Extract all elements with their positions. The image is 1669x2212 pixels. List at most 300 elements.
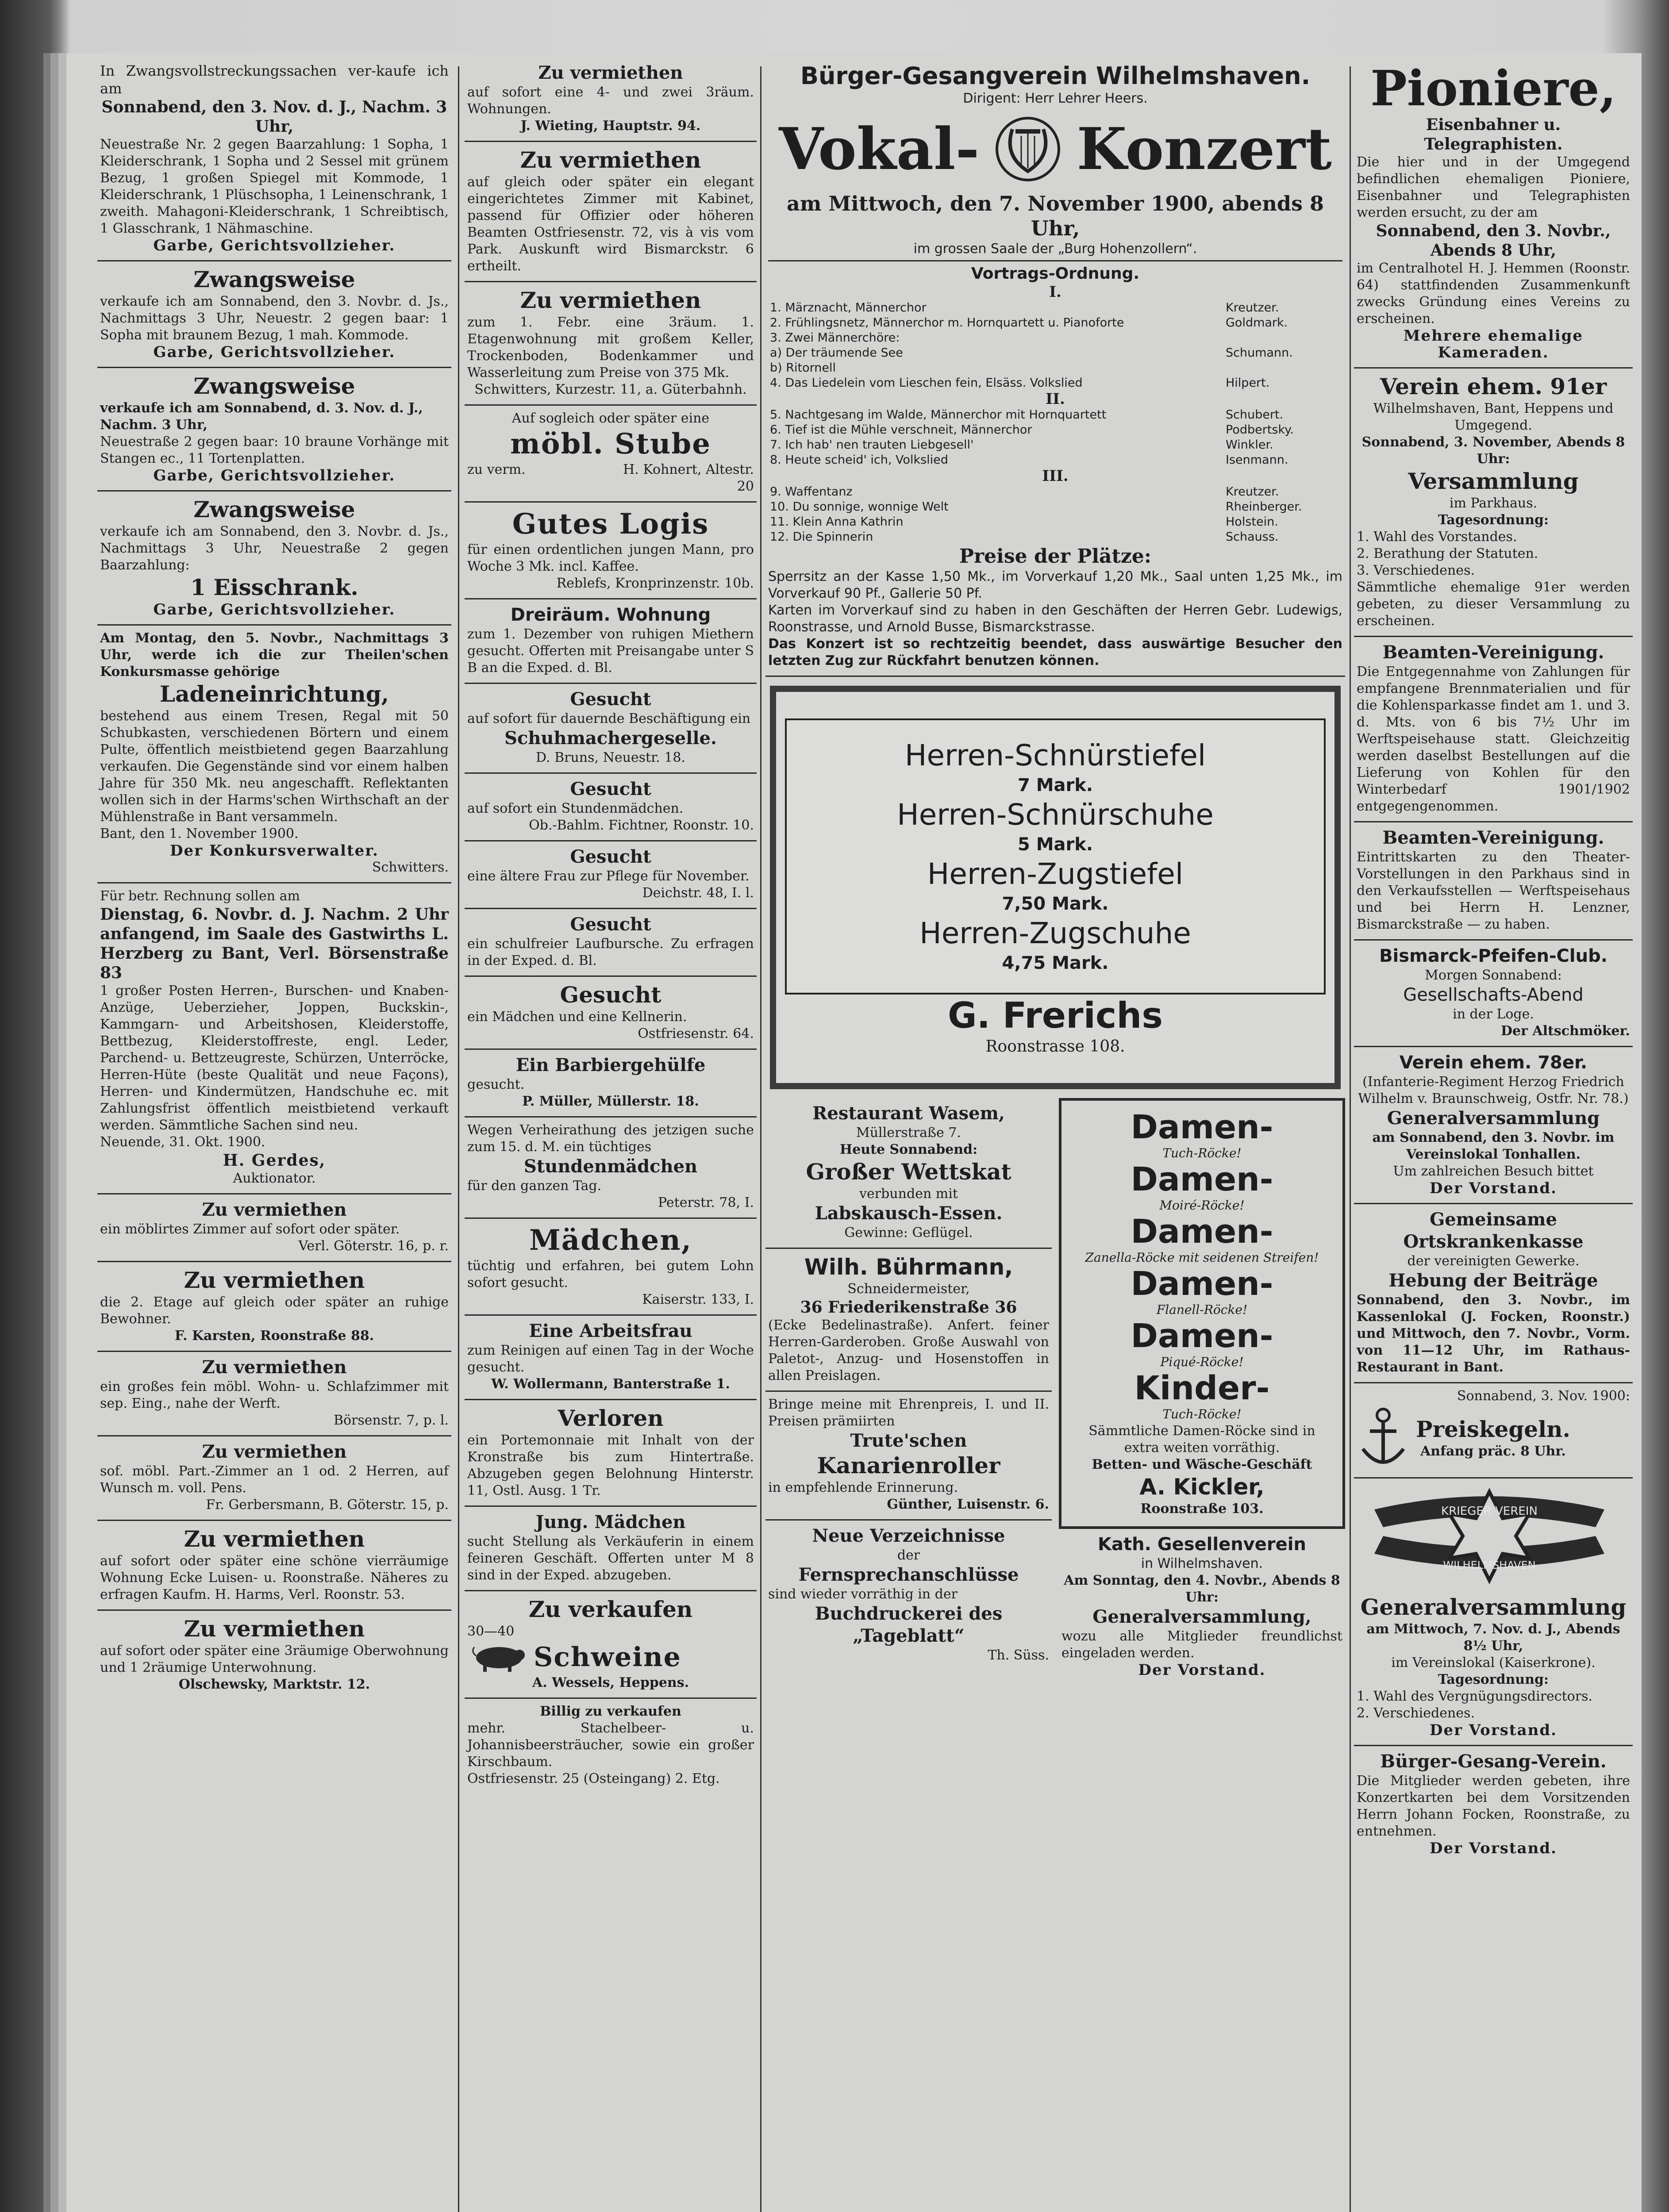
program-row: [768, 484, 1342, 499]
ad-place-date: Neuende, 31. Okt. 1900.: [100, 1134, 265, 1150]
ad-lost: [465, 1400, 757, 1507]
ad-signature-name: Schwitters.: [372, 860, 449, 875]
ad-verein-78er: [1354, 1047, 1633, 1204]
program-composer: Winkler.: [1226, 438, 1273, 452]
ad-highlight: Ein Barbiergehülfe: [515, 1055, 706, 1075]
ad-heading: Zu vermiethen: [538, 62, 683, 83]
ad-body: ein schulfreier Laufbursche. Zu erfragen in der Exped. d. Bl.: [467, 936, 754, 968]
ad-rent-3: [97, 1352, 451, 1436]
ad-auction-4: [97, 492, 451, 626]
ad-date: Dienstag, 6. Novbr. d. J. Nachm. 2 Uhr anfangend, im Saale des Gastwirths L. Herzberg zu Bant, Verl. Börsenstraße 83: [100, 905, 449, 982]
program-piece: 3. Zwei Männerchöre:: [770, 331, 900, 345]
ad-body: eine ältere Frau zur Pflege für November.: [467, 868, 750, 884]
program-row: [768, 530, 1342, 545]
shoe-ad-list: [785, 718, 1326, 995]
ad-bowling: [1354, 1383, 1633, 1479]
shoe-item-name: Herren-Zugschuhe: [919, 916, 1191, 950]
program-part-numeral: I.: [1049, 283, 1061, 301]
ad-body: ein möblirtes Zimmer auf sofort oder später.: [100, 1221, 400, 1237]
program-piece: 5. Nachtgesang im Walde, Männerchor mit Hornquartett: [770, 408, 1107, 422]
program-row: [768, 453, 1342, 468]
ad-body: für den ganzen Tag.: [467, 1178, 602, 1194]
program-composer: Goldmark.: [1226, 316, 1288, 330]
ad-highlight: Stundenmädchen: [523, 1156, 698, 1177]
iron-cross-ribbon-icon: [1357, 1483, 1622, 1589]
ad-signature: Garbe, Gerichtsvollzieher.: [153, 237, 396, 254]
ad-highlight: Beamten-Vereinigung.: [1382, 827, 1604, 848]
program-row: [768, 422, 1342, 438]
ribbon-text-top: KRIEGER VEREIN: [1441, 1505, 1538, 1518]
shoe-item-name: Herren-Schnürschuhe: [897, 798, 1214, 832]
ad-hourly-maid: [465, 1118, 757, 1219]
skirt-item-type: Moiré-Röcke!: [1159, 1198, 1245, 1213]
ad-date: Sonnabend, den 3. Nov. d. J., Nachm. 3 Uhr,: [101, 98, 447, 136]
ad-body-2: sind wieder vorräthig in der: [768, 1586, 958, 1602]
skirt-item-word: Damen-: [1131, 1108, 1273, 1146]
ad-prizes: Gewinne: Geflügel.: [844, 1225, 973, 1240]
ad-canaries: [765, 1392, 1052, 1521]
ad-highlight: Verein ehem. 91er: [1380, 373, 1607, 399]
program-piece: 8. Heute scheid' ich, Volkslied: [770, 453, 948, 467]
ad-gesellenverein: [1059, 1529, 1345, 1685]
ad-body: verkaufe ich am Sonnabend, den 3. Novbr. d. Js., Nachmittags 3 Uhr, Neuestraße 2 gegen Baarzahlung:: [100, 524, 449, 573]
ad-girl-wanted: [465, 1219, 757, 1316]
program-row: [768, 515, 1342, 530]
ad-shrubs: [465, 1699, 757, 1793]
ad-date: Heute Sonnabend:: [839, 1142, 978, 1157]
ad-address: Börsenstr. 7, p. l.: [333, 1413, 449, 1428]
ad-highlight: möbl. Stube: [510, 427, 711, 461]
program-row: [768, 438, 1342, 453]
ad-highlight: Pioniere,: [1370, 60, 1616, 117]
ad-date: Am Montag, den 5. Novbr., Nachmittags 3 Uhr, werde ich die zur Theilen'schen Konkursmasse gehörige: [100, 630, 449, 680]
ad-body: zu verm.: [467, 462, 526, 477]
column-rule: [1350, 66, 1351, 2212]
ad-body: auf sofort ein Stundenmädchen.: [467, 801, 684, 816]
ad-heading: Gesucht: [560, 982, 661, 1008]
ad-date: am Sonnabend, den 3. Novbr. im Vereinslokal Tonhallen.: [1372, 1130, 1615, 1162]
ad-highlight: Mädchen,: [529, 1224, 692, 1257]
pig-icon: [467, 1642, 529, 1673]
program-row: [768, 315, 1342, 330]
program-composer: Kreutzer.: [1226, 301, 1279, 315]
ad-address: W. Wollermann, Banterstraße 1.: [491, 1376, 730, 1392]
ad-heading: Zwangsweise: [193, 266, 355, 292]
shoe-item-name: Herren-Zugstiefel: [927, 857, 1184, 891]
concert-date: am Mittwoch, den 7. November 1900, abends 8 Uhr,: [787, 192, 1324, 240]
skirt-item-type: Flanell-Röcke!: [1156, 1302, 1248, 1317]
col3-left-ads: [765, 1098, 1052, 1685]
ad-body: auf sofort eine 4- und zwei 3räum. Wohnungen.: [467, 84, 754, 117]
program-piece: 12. Die Spinnerin: [770, 530, 873, 544]
ad-wanted-shoemaker: [465, 684, 757, 774]
ad-wanted-nurse: [465, 841, 757, 909]
ad-highlight: Verein ehem. 78er.: [1399, 1052, 1588, 1073]
ad-body: tüchtig und erfahren, bei gutem Lohn sofort gesucht.: [467, 1258, 754, 1290]
ad-krankenkasse: [1354, 1204, 1633, 1383]
program-row: [768, 330, 1342, 346]
ad-address: Ob.-Bahlm. Fichtner, Roonstr. 10.: [529, 818, 754, 833]
ad-address: 36 Friederikenstraße 36: [800, 1298, 1017, 1317]
shoe-item-price: 4,75 Mark.: [1002, 953, 1109, 973]
ad-highlight-3: Labskausch-Essen.: [815, 1203, 1003, 1224]
skirt-item-word: Damen-: [1131, 1160, 1273, 1198]
ad-date: am Mittwoch, 7. Nov. d. J., Abends 8½ Uhr,: [1366, 1621, 1620, 1654]
ad-body: Die Entgegennahme von Zahlungen für empfangene Brennmaterialien und für die Kohlensparkasse findet am 1. und 3. d. Mts. von 6 bis 7½ Uhr im Werftspeisehause statt. Gleichzeitig werden daselbst Bestellungen auf die Lieferung von Kohlen für den Winterbedarf 1901/1902 entgegengenommen.: [1357, 664, 1630, 814]
shoe-item-name: Herren-Schnürstiefel: [904, 738, 1206, 772]
ad-body: sucht Stellung als Verkäuferin in einem feineren Geschäft. Offerten unter M 8 sind in der Exped. abzugeben.: [467, 1534, 754, 1583]
ad-highlight: Preiskegeln.: [1416, 1416, 1570, 1442]
ad-highlight: Schweine: [534, 1642, 681, 1673]
skirt-item-type: Tuch-Röcke!: [1162, 1146, 1242, 1160]
skirts-list: [1070, 1110, 1334, 1423]
program-composer: Kreutzer.: [1226, 485, 1279, 499]
ad-rent-2: [97, 1262, 451, 1352]
program-row: [768, 407, 1342, 422]
ad-address: P. Müller, Müllerstr. 18.: [522, 1094, 699, 1109]
ad-body: Die hier und in der Umgegend befindlichen ehemaligen Pioniere, Eisenbahner und Telegraphisten werden ersucht, zu der am: [1357, 154, 1630, 220]
concert-title-left: Vokal-: [779, 115, 980, 183]
ad-heading: Gesucht: [570, 689, 651, 710]
ad-signature: Garbe, Gerichtsvollzieher.: [153, 601, 396, 618]
ad-heading: Zu vermiethen: [184, 1616, 365, 1642]
ad-cleaning-woman: [465, 1316, 757, 1400]
ad-note: Sämmtliche ehemalige 91er werden gebeten, zu dieser Versammlung zu erscheinen.: [1357, 580, 1630, 629]
ad-rent-5: [97, 1521, 451, 1611]
ad-restaurant: [765, 1098, 1052, 1249]
program-piece: 11. Klein Anna Kathrin: [770, 515, 904, 529]
ad-body-2: Um zahlreichen Besuch bittet: [1393, 1164, 1594, 1179]
ad-intro: Bringe meine mit Ehrenpreis, I. und II. Preisen prämiirten: [768, 1397, 1049, 1429]
skirts-note: Sämmtliche Damen-Röcke sind in extra weiten vorräthig.: [1088, 1423, 1315, 1455]
ad-highlight: Trute'schen: [850, 1430, 967, 1451]
ad-signature: Der Vorstand.: [1138, 1661, 1266, 1679]
program-piece: a) Der träumende See: [770, 346, 903, 360]
ad-address: Günther, Luisenstr. 6.: [887, 1497, 1049, 1512]
shoe-item-price: 5 Mark.: [1017, 834, 1093, 855]
ad-heading: Gesucht: [570, 846, 651, 867]
skirts-shop: A. Kickler,: [1139, 1474, 1265, 1500]
ad-young-girl: [465, 1507, 757, 1591]
skirt-item-type: Tuch-Röcke!: [1162, 1407, 1242, 1421]
ad-rent-b: [465, 142, 757, 282]
ad-auction-3: [97, 368, 451, 492]
program-piece: 9. Waffentanz: [770, 485, 853, 499]
concert-title-right: Konzert: [1077, 115, 1332, 183]
ad-body: Schneidermeister,: [847, 1281, 970, 1297]
ad-heading: Zu vermiethen: [184, 1267, 365, 1293]
ad-heading: Verloren: [558, 1405, 664, 1431]
ad-signature: Der Altschmöker.: [1501, 1023, 1630, 1039]
ad-wanted-errand: [465, 909, 757, 977]
ad-body: der vereinigten Gewerke.: [1407, 1253, 1580, 1269]
ad-clothing-auction: [97, 883, 451, 1194]
program-composer: Schumann.: [1226, 346, 1293, 360]
ad-place-date: Bant, den 1. November 1900.: [100, 826, 299, 841]
column-1: [97, 58, 451, 1699]
ad-body: in empfehlende Erinnerung.: [768, 1480, 958, 1495]
ad-body: ein Portemonnaie mit Inhalt von der Kronstraße bis zum Hintertraße. Abzugeben gegen Belohnung Hinterstr. 11, Ostl. Ausg. 1 Tr.: [467, 1432, 754, 1498]
ad-event: Generalversammlung,: [1092, 1606, 1311, 1627]
ad-place: in Wilhelmshaven.: [1141, 1556, 1263, 1571]
column-rule: [458, 66, 459, 2212]
ad-auction-1: [97, 58, 451, 261]
shoe-item-price: 7 Mark.: [1017, 775, 1093, 795]
program-piece: 7. Ich hab' nen trauten Liebgesell': [770, 438, 974, 452]
shoe-shop-name: G. Frerichs: [947, 995, 1163, 1036]
program-composer: Holstein.: [1226, 515, 1278, 529]
skirt-item-word: Damen-: [1131, 1265, 1273, 1303]
ad-signature: H. Gerdes,: [223, 1151, 326, 1170]
ad-wanted-waitress: [465, 977, 757, 1050]
ad-highlight-3: Buchdruckerei des „Tageblatt“: [815, 1603, 1003, 1646]
program-piece: b) Ritornell: [770, 361, 836, 375]
ribbon-text-bottom: WILHELMSHAVEN: [1443, 1559, 1536, 1571]
ad-address: Fr. Gerbersmann, B. Göterstr. 15, p.: [206, 1497, 449, 1513]
skirt-item-word: Damen-: [1131, 1317, 1273, 1355]
ad-quantity: 30—40: [467, 1624, 515, 1639]
program-row: [768, 361, 1342, 376]
ad-body: Wilhelmshaven, Bant, Heppens und Umgegend.: [1373, 401, 1614, 433]
ad-body: auf sofort oder später eine schöne vierräumige Wohnung Ecke Luisen- u. Roonstraße. Näheres zu erfragen Kaufm. H. Harms, Verl. Roonstr. 53.: [100, 1553, 449, 1602]
ad-pigs-for-sale: [465, 1591, 757, 1699]
ad-body: ein großes fein möbl. Wohn- u. Schlafzimmer mit sep. Eing., nahe der Werft.: [100, 1379, 449, 1411]
ad-body: Müllerstraße 7.: [856, 1125, 961, 1141]
agenda-item: 2. Berathung der Statuten.: [1357, 546, 1538, 561]
shoe-shop-address: Roonstrasse 108.: [985, 1037, 1125, 1056]
ad-highlight: Bismarck-Pfeifen-Club.: [1379, 946, 1607, 966]
ad-tailor: [765, 1249, 1052, 1392]
ad-body: (Infanterie-Regiment Herzog Friedrich Wilhelm v. Braunschweig, Ostfr. Nr. 78.): [1358, 1074, 1629, 1106]
ad-highlight: Kath. Gesellenverein: [1098, 1534, 1306, 1555]
lyre-icon: [988, 111, 1068, 187]
ad-buerger-gesangverein: [1354, 1746, 1633, 1863]
ad-address: Reblefs, Kronprinzenstr. 10b.: [556, 576, 754, 591]
agenda-item: 1. Wahl des Vergnügungsdirectors.: [1357, 1689, 1592, 1704]
ad-apartment-wanted: [465, 599, 757, 684]
concert-conductor: Dirigent: Herr Lehrer Heers.: [963, 91, 1148, 106]
ad-signature: Der Vorstand.: [1430, 1179, 1557, 1197]
ad-heading: Zu vermiethen: [184, 1526, 365, 1552]
ad-address: Peterstr. 78, I.: [658, 1195, 754, 1210]
ad-body: auf gleich oder später ein elegant eingerichtetes Zimmer mit Kabinet, passend für Offizier oder höheren Beamten Ostfriesenstr. 72, vis à vis vom Park. Auskunft wird Bismarckstr. 6 ertheilt.: [467, 174, 754, 274]
ad-rent-c: [465, 282, 757, 406]
ad-body: im Vereinslokal (Kaiserkrone).: [1391, 1655, 1596, 1671]
ad-verein-91er: [1354, 369, 1633, 637]
ad-date: Sonnabend, 3. Nov. 1900:: [1457, 1388, 1630, 1404]
program-row: [768, 376, 1342, 391]
ad-date: Sonnabend, den 3. Novbr., Abends 8 Uhr,: [1376, 222, 1611, 260]
ad-body-2: im Parkhaus.: [1449, 495, 1538, 511]
ad-address: Ostfriesenstr. 25 (Osteingang) 2. Etg.: [467, 1771, 720, 1786]
ad-rent-a: [465, 58, 757, 142]
ad-heading: Zwangsweise: [193, 373, 355, 399]
program-piece: 10. Du sonnige, wonnige Welt: [770, 500, 949, 514]
ad-beamten-2: [1354, 822, 1633, 941]
skirt-item-type: Piqué-Röcke!: [1160, 1355, 1244, 1369]
program-piece: 4. Das Liedelein vom Lieschen fein, Elsäss. Volkslied: [770, 376, 1083, 390]
ad-body-2: (Ecke Bedelinastraße). Anfert. feiner Herren-Garderoben. Große Auswahl von Paletot-, Anzug- und Hosenstoffen in allen Preislagen.: [768, 1317, 1049, 1383]
ad-address: Kaiserstr. 133, I.: [642, 1292, 754, 1307]
ad-intro: Für betr. Rechnung sollen am: [100, 888, 300, 904]
ad-date: Sonnabend, 3. November, Abends 8 Uhr:: [1361, 434, 1625, 467]
ad-body: verkaufe ich am Sonnabend, den 3. Novbr. d. Js., Nachmittags 3 Uhr, Neuestr. 2 gegen baar: 1 Sopha mit braunem Bezug, 1 mah. Kommode.: [100, 294, 449, 343]
ad-highlight: Gutes Logis: [512, 507, 709, 541]
program-part-numeral: III.: [1042, 467, 1069, 485]
ad-signature: Garbe, Gerichtsvollzieher.: [153, 467, 396, 484]
ad-body: in der Loge.: [1453, 1006, 1534, 1022]
ad-intro: In Zwangsvollstreckungssachen ver-kaufe ich am: [100, 62, 449, 97]
ad-highlight: Beamten-Vereinigung.: [1382, 642, 1604, 663]
ad-rent-1: [97, 1194, 451, 1262]
agenda-item: 2. Verschiedenes.: [1357, 1705, 1475, 1721]
ad-highlight: Eine Arbeitsfrau: [529, 1321, 692, 1341]
presale-text: Karten im Vorverkauf sind zu haben in den Geschäften der Herren Gebr. Ludewigs, Roonstrasse, und Arnold Busse, Bismarckstrasse.: [768, 603, 1342, 635]
ad-body-2: im Centralhotel H. J. Hemmen (Roonstr. 64) stattfindenden Zusammenkunft zwecks Gründung eines Vereins zu erscheinen.: [1357, 261, 1630, 326]
anchor-emblem-icon: [1357, 1405, 1410, 1471]
ad-telephone-directory: [765, 1521, 1052, 1670]
ad-body: Die Mitglieder werden gebeten, ihre Konzertkarten bei dem Vorsitzenden Herrn Johann Focken, Roonstraße, zu entnehmen.: [1357, 1773, 1630, 1839]
program-composer: Isenmann.: [1226, 453, 1288, 467]
ad-auction-2: [97, 261, 451, 368]
ad-body: ein Mädchen und eine Kellnerin.: [467, 1009, 687, 1025]
ad-rent-4: [97, 1436, 451, 1521]
program-table: [768, 484, 1342, 545]
ad-highlight-2: Generalversammlung: [1387, 1108, 1600, 1129]
ad-heading: Zu vermiethen: [202, 1199, 347, 1220]
ad-wanted-maid: [465, 774, 757, 841]
ad-heading: Zu verkaufen: [528, 1596, 693, 1622]
ad-rent-6: [97, 1611, 451, 1699]
program-row: [768, 300, 1342, 315]
ad-highlight: Jung. Mädchen: [535, 1512, 686, 1532]
ad-highlight: Dreiräum. Wohnung: [510, 605, 711, 625]
ad-address: Olschewsky, Marktstr. 12.: [178, 1677, 370, 1692]
ad-skirts: [1059, 1098, 1345, 1529]
program-composer: Schubert.: [1226, 408, 1284, 422]
program-row: [768, 499, 1342, 515]
ad-body: der: [897, 1548, 920, 1563]
ad-heading: Eisenbahner u. Telegraphisten.: [1424, 115, 1563, 154]
ad-heading: Hebung der Beiträge: [1388, 1270, 1598, 1291]
ad-address: Th. Süss.: [988, 1647, 1049, 1663]
program-composer: [1224, 330, 1342, 346]
ad-body: auf sofort für dauernde Beschäftigung ein: [467, 711, 751, 726]
program-piece: 1. Märznacht, Männerchor: [770, 301, 927, 315]
program-title: Vortrags-Ordnung.: [971, 265, 1140, 283]
ad-signature: Der Vorstand.: [1430, 1721, 1557, 1739]
col3-right-ads: [1059, 1098, 1345, 1685]
ad-body: Neuestraße 2 gegen baar: 10 braune Vorhänge mit Stangen ec., 11 Tortenplatten.: [100, 434, 449, 466]
program-part-numeral: II.: [1046, 390, 1065, 408]
ad-room: [465, 406, 757, 503]
ad-signature: Der Vorstand.: [1430, 1839, 1557, 1857]
ad-highlight: Schuhmachergeselle.: [504, 728, 717, 749]
program-composer: Schauss.: [1226, 530, 1279, 544]
ad-highlight-2: Versammlung: [1408, 468, 1579, 494]
ad-highlight: Restaurant Wasem,: [812, 1103, 1005, 1124]
column-2: [465, 58, 757, 1793]
skirt-item-word: Kinder-: [1134, 1369, 1270, 1407]
ad-body: 1 großer Posten Herren-, Burschen- und Knaben-Anzüge, Ueberzieher, Joppen, Buckskin-, Kammgarn- und Arbeitshosen, Kleiderstoffe, Bettbezug, Kleiderstoffreste, engl. Leder, Parchend- u. Bettzeugreste, Schürzen, Unterröcke, Herren-Hüte (beste Qualität und neue Façons), Herren- und Kindermützen, Handschuhe ec. mit Zahlungsfrist öffentlich meistbietend verkauft werden. Sämmtliche Sachen sind neu.: [100, 983, 449, 1133]
ad-address: Schwitters, Kurzestr. 11, a. Güterbahnh.: [474, 382, 747, 397]
ad-body: Anfang präc. 8 Uhr.: [1420, 1444, 1566, 1459]
ad-address: Deichstr. 48, I. l.: [642, 885, 754, 901]
ad-date: Sonnabend, den 3. Novbr., im Kassenlokal (J. Focken, Roonstr.) und Mittwoch, den 7. Novbr., Vorm. von 11—12 Uhr, im Rathaus-Restaurant in Bant.: [1357, 1292, 1630, 1375]
shoe-ad: [770, 686, 1341, 1089]
ad-highlight-2: Fernsprechanschlüsse: [798, 1564, 1019, 1585]
ad-highlight: Bürger-Gesang-Verein.: [1380, 1751, 1607, 1772]
concert-venue: im grossen Saale der „Burg Hohenzollern“.: [913, 241, 1197, 257]
ad-heading: Gesucht: [570, 914, 651, 935]
ad-body: zum 1. Febr. eine 3räum. 1. Etagenwohnung mit großem Keller, Trockenboden, Bodenkammer und Wasserleitung zum Preise von 375 Mk.: [467, 315, 754, 380]
ad-heading: Gesucht: [570, 779, 651, 799]
program-piece: 6. Tief ist die Mühle verschneit, Männerchor: [770, 423, 1032, 437]
ad-highlight-2: Kanarienroller: [817, 1452, 1000, 1479]
ad-kriegerverein: [1354, 1479, 1633, 1746]
ad-body: zum Reinigen auf einen Tag in der Woche gesucht.: [467, 1343, 754, 1375]
ad-body-2: verbunden mit: [859, 1186, 958, 1202]
skirt-item-word: Damen-: [1131, 1213, 1273, 1251]
ad-beamten-1: [1354, 637, 1633, 822]
agenda-item: 3. Verschiedenes.: [1357, 563, 1475, 578]
ad-heading: Zu vermiethen: [520, 287, 701, 313]
program-composer: Hilpert.: [1226, 376, 1270, 390]
ad-body: gesucht.: [467, 1077, 525, 1092]
agenda-item: 1. Wahl des Vorstandes.: [1357, 529, 1517, 545]
ad-barber: [465, 1050, 757, 1118]
ad-date: Morgen Sonnabend:: [1425, 968, 1562, 983]
ad-date: Am Sonntag, den 4. Novbr., Abends 8 Uhr:: [1064, 1573, 1340, 1605]
ad-lodging: [465, 503, 757, 599]
ad-intro: Billig zu verkaufen: [540, 1704, 681, 1719]
ad-date: verkaufe ich am Sonnabend, d. 3. Nov. d. J., Nachm. 3 Uhr,: [100, 400, 423, 433]
program-table: [768, 407, 1342, 468]
program-composer: Rheinberger.: [1226, 500, 1302, 514]
agenda-title: Tagesordnung:: [1438, 1672, 1549, 1687]
ad-address: Ostfriesenstr. 64.: [638, 1026, 754, 1041]
concert-ad: [765, 58, 1345, 677]
program-composer: Podbertsky.: [1226, 423, 1294, 437]
ad-signature: Mehrere ehemalige Kameraden.: [1403, 327, 1584, 361]
ad-body: bestehend aus einem Tresen, Regal mit 50 Schubkasten, verschiedenen Börtern und einem Pulte, öffentlich meistbietend gegen Baarzahlung verkaufen. Die Gegenstände sind vor einem halben Jahre für 350 Mk. neu angeschafft. Reflektanten wollen sich in der Harms'schen Wirthschaft an der Mühlenstraße in Bant versammeln.: [100, 708, 449, 825]
ad-signature: Der Konkursverwalter.: [170, 842, 379, 860]
ad-body: zum 1. Dezember von ruhigen Miethern gesucht. Offerten mit Preisangabe unter S B an die Exped. d. Bl.: [467, 626, 754, 676]
ad-highlight-2: Gesellschafts-Abend: [1403, 985, 1584, 1005]
program-row: [768, 346, 1342, 361]
ad-address: A. Wessels, Heppens.: [532, 1675, 689, 1690]
agenda-title: Tagesordnung:: [1438, 512, 1549, 528]
ad-body: mehr. Stachelbeer- u. Johannisbeersträucher, sowie ein großer Kirschbaum.: [467, 1720, 754, 1770]
column-3: [765, 58, 1345, 1685]
ad-address: J. Wieting, Hauptstr. 94.: [520, 118, 701, 134]
skirts-shop-intro: Betten- und Wäsche-Geschäft: [1092, 1457, 1312, 1472]
ad-address: D. Bruns, Neuestr. 18.: [536, 750, 685, 765]
ad-heading: Zu vermiethen: [520, 147, 701, 173]
ad-heading: Zu vermiethen: [202, 1441, 347, 1462]
program-piece: 2. Frühlingsnetz, Männerchor m. Hornquartett u. Pianoforte: [770, 316, 1124, 330]
ad-highlight: Wilh. Bührmann,: [804, 1254, 1013, 1280]
ad-highlight: Gemeinsame Ortskrankenkasse: [1403, 1209, 1584, 1252]
program-table: [768, 300, 1342, 391]
skirts-address: Roonstraße 103.: [1140, 1501, 1264, 1517]
ad-signature-role: Auktionator.: [233, 1171, 316, 1186]
ad-highlight: 1 Eisschrank.: [190, 574, 358, 600]
program-composer: [1224, 361, 1342, 376]
ad-highlight-2: Großer Wettskat: [806, 1159, 1011, 1185]
ad-body: für einen ordentlichen jungen Mann, pro Woche 3 Mk. incl. Kaffee.: [467, 542, 754, 574]
ad-address: F. Karsten, Roonstraße 88.: [174, 1328, 374, 1344]
